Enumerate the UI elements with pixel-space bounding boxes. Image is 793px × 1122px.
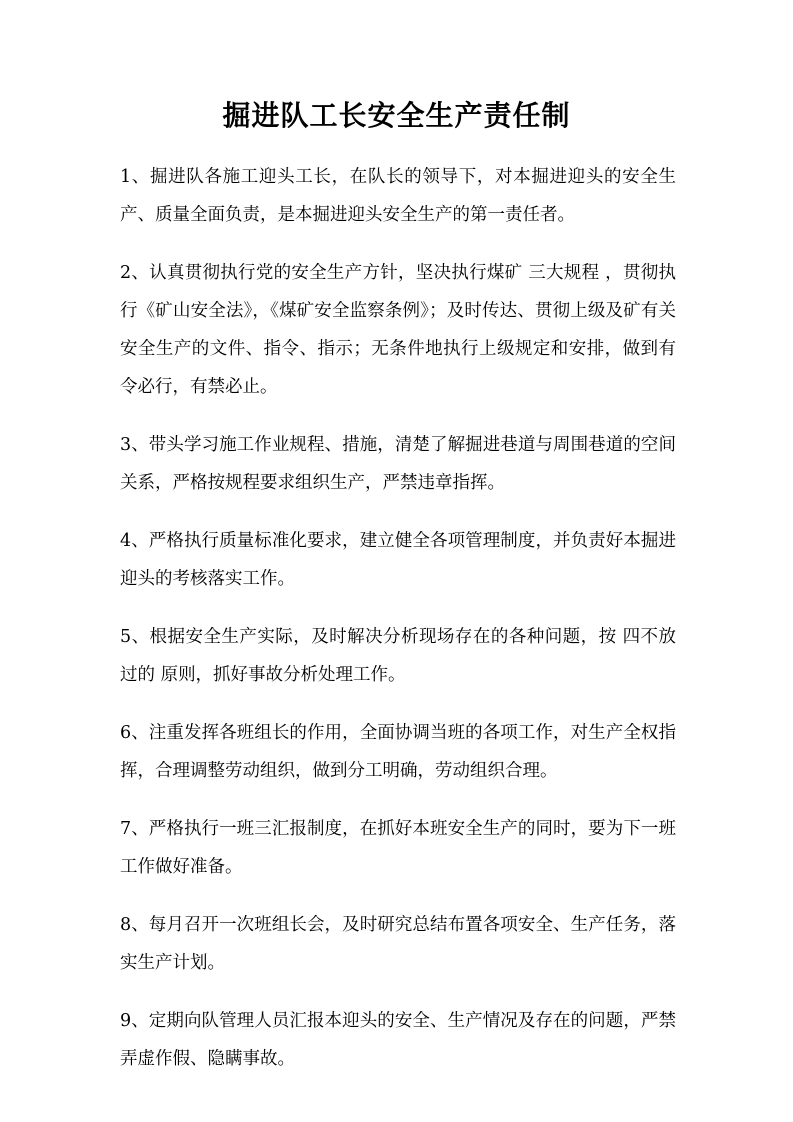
list-item: 2、认真贯彻执行党的安全生产方针，坚决执行煤矿 三大规程 ，贯彻执行《矿山安全法》，《煤矿安全监察条例》；及时传达、贯彻上级及矿有关安全生产的文件、指令、指示；无条件地执行上级规定和安排，做到有令必行，有禁必止。 (120, 263, 676, 397)
list-item: 4、严格执行质量标准化要求，建立健全各项管理制度，并负责好本掘进迎头的考核落实工作。 (120, 531, 676, 589)
list-item: 3、带头学习施工作业规程、措施，清楚了解掘进巷道与周围巷道的空间关系，严格按规程要求组织生产，严禁违章指挥。 (120, 435, 676, 493)
list-item: 8、每月召开一次班组长会，及时研究总结布置各项安全、生产任务，落实生产计划。 (120, 915, 676, 973)
page-title: 掘进队工长安全生产责任制 (222, 99, 571, 132)
list-item: 1、掘进队各施工迎头工长，在队长的领导下，对本掘进迎头的安全生产、质量全面负责，是本掘进迎头安全生产的第一责任者。 (120, 167, 676, 225)
list-item: 5、根据安全生产实际，及时解决分析现场存在的各种问题，按 四不放过的 原则，抓好事故分析处理工作。 (120, 627, 676, 685)
list-item: 7、严格执行一班三汇报制度，在抓好本班安全生产的同时，要为下一班工作做好准备。 (120, 819, 676, 877)
list-item: 9、定期向队管理人员汇报本迎头的安全、生产情况及存在的问题，严禁弄虚作假、隐瞒事故。 (120, 1011, 676, 1069)
list-item: 6、注重发挥各班组长的作用，全面协调当班的各项工作，对生产全权指挥，合理调整劳动组织，做到分工明确，劳动组织合理。 (120, 723, 676, 781)
responsibility-list (120, 158, 676, 1098)
